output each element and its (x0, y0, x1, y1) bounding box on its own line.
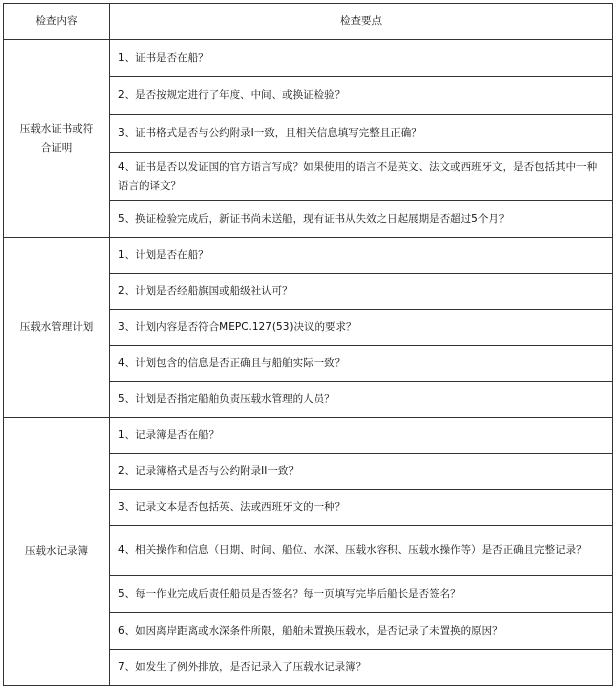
checklist-item: 4、相关操作和信息（日期、时间、船位、水深、压载水容积、压载水操作等）是否正确且完整记录？ (110, 526, 613, 576)
category-ballast-water-management-plan: 压载水管理计划 (4, 238, 110, 418)
checklist-item: 4、证书是否以发证国的官方语言写成？如果使用的语言不是英文、法文或西班牙文，是否包括其中一种语言的译文？ (110, 153, 613, 201)
checklist-item: 3、证书格式是否与公约附录I一致，且相关信息填写完整且正确？ (110, 115, 613, 153)
checklist-item: 6、如因离岸距离或水深条件所限，船舶未置换压载水，是否记录了未置换的原因？ (110, 613, 613, 650)
category-ballast-water-certificate: 压载水证书或符合证明 (4, 40, 110, 238)
checklist-item: 5、计划是否指定船舶负责压载水管理的人员？ (110, 382, 613, 418)
header-inspection-points: 检查要点 (110, 4, 613, 40)
checklist-item: 1、证书是否在船？ (110, 40, 613, 77)
checklist-item: 3、计划内容是否符合MEPC.127(53)决议的要求？ (110, 310, 613, 346)
checklist-item: 1、计划是否在船？ (110, 238, 613, 274)
table-row (4, 418, 613, 454)
checklist-item: 2、计划是否经船旗国或船级社认可？ (110, 274, 613, 310)
checklist-item: 2、记录簿格式是否与公约附录II一致？ (110, 454, 613, 490)
checklist-item: 2、是否按规定进行了年度、中间、或换证检验？ (110, 77, 613, 115)
inspection-checklist-table (3, 3, 613, 686)
category-ballast-water-record-book: 压载水记录簿 (4, 418, 110, 686)
checklist-item: 5、换证检验完成后，新证书尚未送船，现有证书从失效之日起展期是否超过5个月？ (110, 201, 613, 238)
checklist-item: 3、记录文本是否包括英、法或西班牙文的一种？ (110, 490, 613, 526)
checklist-item: 7、如发生了例外排放，是否记录入了压载水记录簿？ (110, 650, 613, 686)
checklist-item: 5、每一作业完成后责任船员是否签名？每一页填写完毕后船长是否签名？ (110, 576, 613, 613)
table-row (4, 40, 613, 77)
table-row (4, 238, 613, 274)
checklist-item: 4、计划包含的信息是否正确且与船舶实际一致？ (110, 346, 613, 382)
checklist-item: 1、记录簿是否在船？ (110, 418, 613, 454)
header-inspection-content: 检查内容 (4, 4, 110, 40)
header-row (4, 4, 613, 40)
